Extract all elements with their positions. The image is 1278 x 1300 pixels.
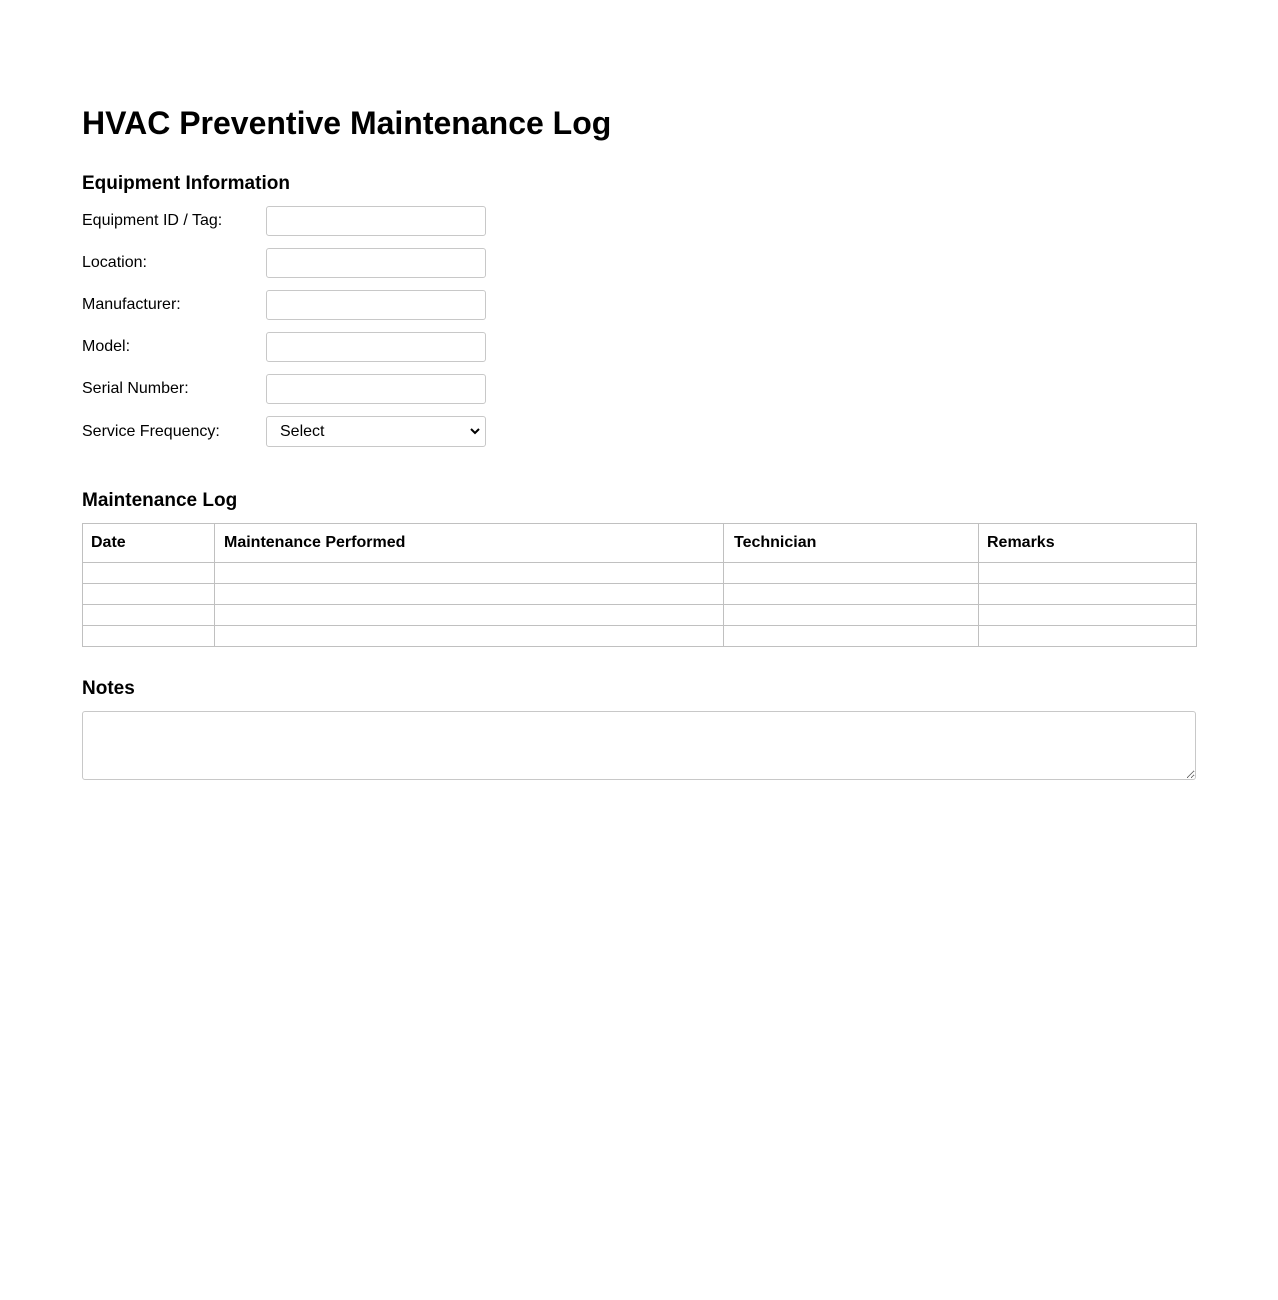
table-cell-date[interactable] bbox=[83, 584, 215, 605]
serial-number-input[interactable] bbox=[266, 374, 486, 404]
equipment-id-input[interactable] bbox=[266, 206, 486, 236]
page-title: HVAC Preventive Maintenance Log bbox=[82, 105, 612, 141]
table-cell-maintenance-performed[interactable] bbox=[215, 584, 724, 605]
model-row bbox=[82, 332, 486, 362]
location-label: Location: bbox=[82, 254, 147, 271]
table-cell-remarks[interactable] bbox=[979, 626, 1197, 647]
equipment-information-heading: Equipment Information bbox=[82, 173, 290, 194]
table-cell-date[interactable] bbox=[83, 563, 215, 584]
table-cell-technician[interactable] bbox=[724, 605, 979, 626]
table-cell-maintenance-performed[interactable] bbox=[215, 605, 724, 626]
table-cell-date[interactable] bbox=[83, 605, 215, 626]
service-frequency-label: Service Frequency: bbox=[82, 423, 220, 440]
equipment-id-label: Equipment ID / Tag: bbox=[82, 212, 223, 229]
service-frequency-select[interactable] bbox=[266, 416, 486, 447]
table-cell-technician[interactable] bbox=[724, 584, 979, 605]
model-label: Model: bbox=[82, 338, 131, 355]
table-cell-date[interactable] bbox=[83, 626, 215, 647]
notes-heading: Notes bbox=[82, 678, 135, 699]
service-frequency-row bbox=[82, 416, 486, 446]
table-cell-remarks[interactable] bbox=[979, 563, 1197, 584]
location-input[interactable] bbox=[266, 248, 486, 278]
chevron-down-icon bbox=[470, 427, 480, 435]
manufacturer-label: Manufacturer: bbox=[82, 296, 181, 313]
column-header-technician: Technician bbox=[724, 524, 979, 563]
service-frequency-selected-value: Select bbox=[280, 423, 325, 440]
notes-textarea[interactable] bbox=[82, 711, 1196, 780]
serial-number-label: Serial Number: bbox=[82, 380, 189, 397]
manufacturer-row bbox=[82, 290, 486, 320]
table-row bbox=[83, 584, 1197, 605]
column-header-remarks: Remarks bbox=[979, 524, 1197, 563]
table-row bbox=[83, 626, 1197, 647]
column-header-maintenance-performed: Maintenance Performed bbox=[215, 524, 724, 563]
table-cell-technician[interactable] bbox=[724, 563, 979, 584]
table-cell-remarks[interactable] bbox=[979, 584, 1197, 605]
table-header-row bbox=[83, 524, 1197, 563]
table-cell-remarks[interactable] bbox=[979, 605, 1197, 626]
column-header-date: Date bbox=[83, 524, 215, 563]
table-cell-maintenance-performed[interactable] bbox=[215, 626, 724, 647]
table-cell-technician[interactable] bbox=[724, 626, 979, 647]
maintenance-log-table bbox=[82, 523, 1197, 647]
maintenance-log-heading: Maintenance Log bbox=[82, 490, 238, 511]
table-row bbox=[83, 605, 1197, 626]
location-row bbox=[82, 248, 486, 278]
manufacturer-input[interactable] bbox=[266, 290, 486, 320]
table-cell-maintenance-performed[interactable] bbox=[215, 563, 724, 584]
serial-number-row bbox=[82, 374, 486, 404]
model-input[interactable] bbox=[266, 332, 486, 362]
equipment-id-row bbox=[82, 206, 486, 236]
table-row bbox=[83, 563, 1197, 584]
